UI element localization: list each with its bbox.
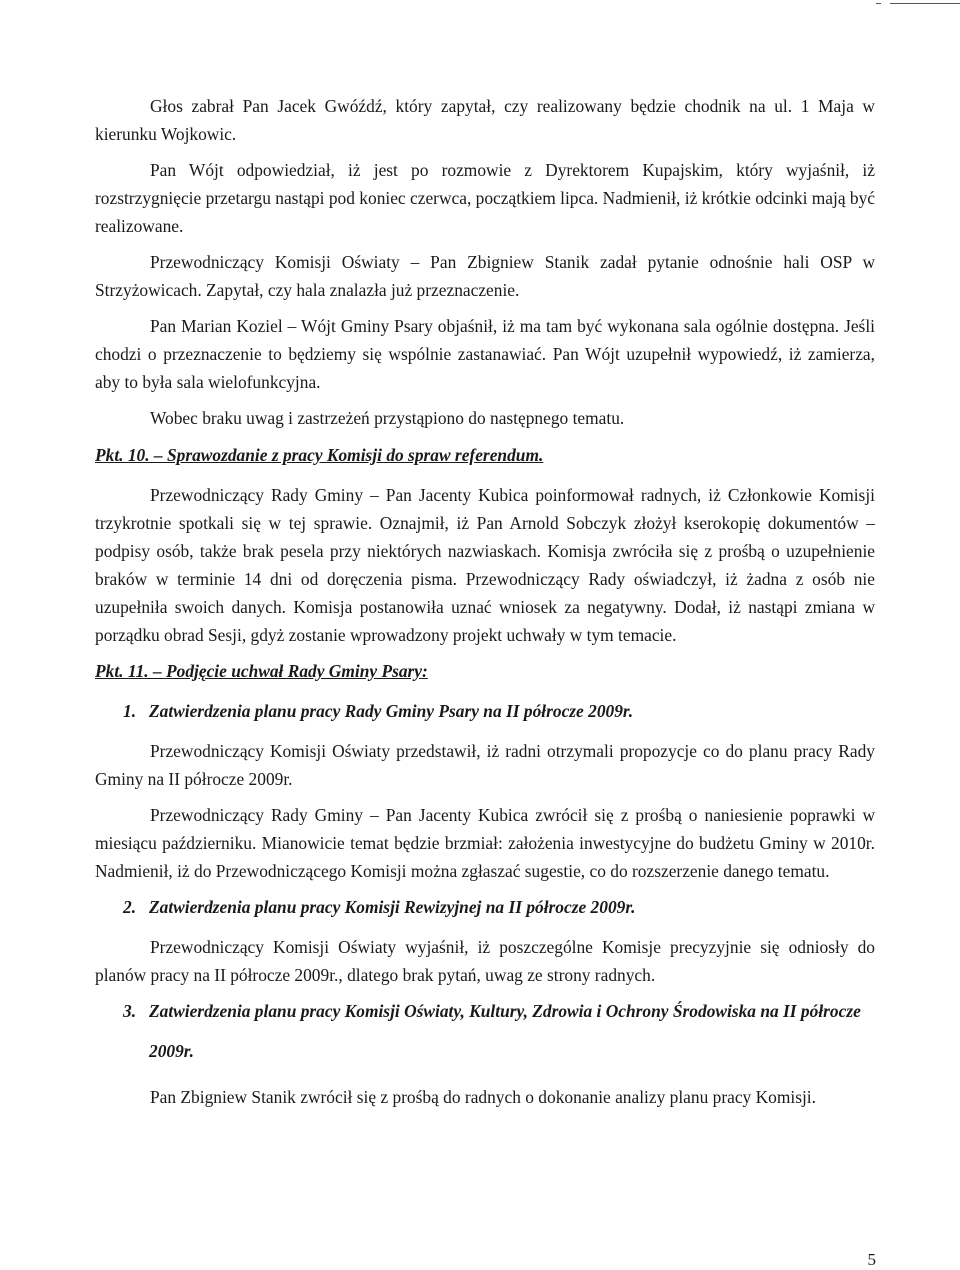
subitem-1 xyxy=(95,697,875,725)
subitem-title: Zatwierdzenia planu pracy Komisji Rewizyjnej na II półrocze 2009r. xyxy=(149,897,636,917)
paragraph-referendum-report: Przewodniczący Rady Gminy – Pan Jacenty Kubica poinformował radnych, iż Członkowie Komisji trzykrotnie spotkali się w tej sprawie. Oznajmił, iż Pan Arnold Sobczyk złożył kserokopię dokumentów – podpisy osób, także brak pesela przy niektórych nazwiaskach. Komisja zwróciła się z prośbą o uzupełnienie braków w terminie 14 dni od doręczenia pisma. Przewodniczący Rady oświadczył, iż żadna z osób nie uzupełniła swoich danych. Komisja postanowiła uznać wniosek za negatywny. Dodał, iż nastąpi zmiana w porządku obrad Sesji, gdyż zostanie wprowadzony projekt uchwały w tym temacie. xyxy=(95,485,875,645)
paragraph-next-topic: Wobec braku uwag i zastrzeżeń przystąpiono do następnego tematu. xyxy=(150,408,625,428)
subitem-number: 3. xyxy=(123,1001,137,1021)
subitem-2 xyxy=(95,893,875,921)
document-body xyxy=(95,92,875,1119)
heading-pkt-11: Pkt. 11. – Podjęcie uchwał Rady Gminy Psary: xyxy=(95,661,428,681)
heading-pkt-10: Pkt. 10. – Sprawozdanie z pracy Komisji do spraw referendum. xyxy=(95,445,544,465)
subitem-title: Zatwierdzenia planu pracy Komisji Oświaty, Kultury, Zdrowia i Ochrony Środowiska na II półrocze 2009r. xyxy=(149,1001,861,1061)
paragraph-stanik-request: Pan Zbigniew Stanik zwrócił się z prośbą do radnych o dokonanie analizy planu pracy Komisji. xyxy=(150,1087,816,1107)
paragraph-gwozdz-question: Głos zabrał Pan Jacek Gwóźdź, który zapytał, czy realizowany będzie chodnik na ul. 1 Maja w kierunku Wojkowic. xyxy=(95,96,875,144)
subitem-3 xyxy=(95,997,875,1071)
subitem-number: 1. xyxy=(123,701,137,721)
scan-edge-mark xyxy=(890,3,960,4)
paragraph-oswiaty-explanation: Przewodniczący Komisji Oświaty wyjaśnił, iż poszczególne Komisje precyzyjnie się odniosły do planów pracy na II półrocze 2009r., dlatego brak pytań, uwag ze strony radnych. xyxy=(95,937,875,985)
paragraph-wojt-answer: Pan Wójt odpowiedział, iż jest po rozmowie z Dyrektorem Kupajskim, który wyjaśnił, iż rozstrzygnięcie przetargu nastąpi pod koniec czerwca, początkiem lipca. Nadmienił, iż krótkie odcinki mają być realizowane. xyxy=(95,160,876,236)
paragraph-stanik-question: Przewodniczący Komisji Oświaty – Pan Zbigniew Stanik zadał pytanie odnośnie hali OSP w Strzyżowicach. Zapytał, czy hala znalazła już przeznaczenie. xyxy=(95,252,875,300)
subitem-title: Zatwierdzenia planu pracy Rady Gminy Psary na II półrocze 2009r. xyxy=(149,701,634,721)
subitem-number: 2. xyxy=(123,897,137,917)
paragraph-kubica-amendment: Przewodniczący Rady Gminy – Pan Jacenty Kubica zwrócił się z prośbą o naniesienie poprawki w miesiącu październiku. Mianowicie temat będzie brzmiał: założenia inwestycyjne do budżetu Gminy w 2010r. Nadmienił, iż do Przewodniczącego Komisji można zgłaszać sugestie, co do rozszerzenie danego tematu. xyxy=(95,805,875,881)
paragraph-koziel-answer: Pan Marian Koziel – Wójt Gminy Psary objaśnił, iż ma tam być wykonana sala ogólnie dostępna. Jeśli chodzi o przeznaczenie to będziemy się wspólnie zastanawiać. Pan Wójt uzupełnił wypowiedź, iż zamierza, aby to była sala wielofunkcyjna. xyxy=(95,316,875,392)
page-number: 5 xyxy=(867,1250,876,1269)
paragraph-plan-proposals: Przewodniczący Komisji Oświaty przedstawił, iż radni otrzymali propozycje co do planu pracy Rady Gminy na II półrocze 2009r. xyxy=(95,741,875,789)
